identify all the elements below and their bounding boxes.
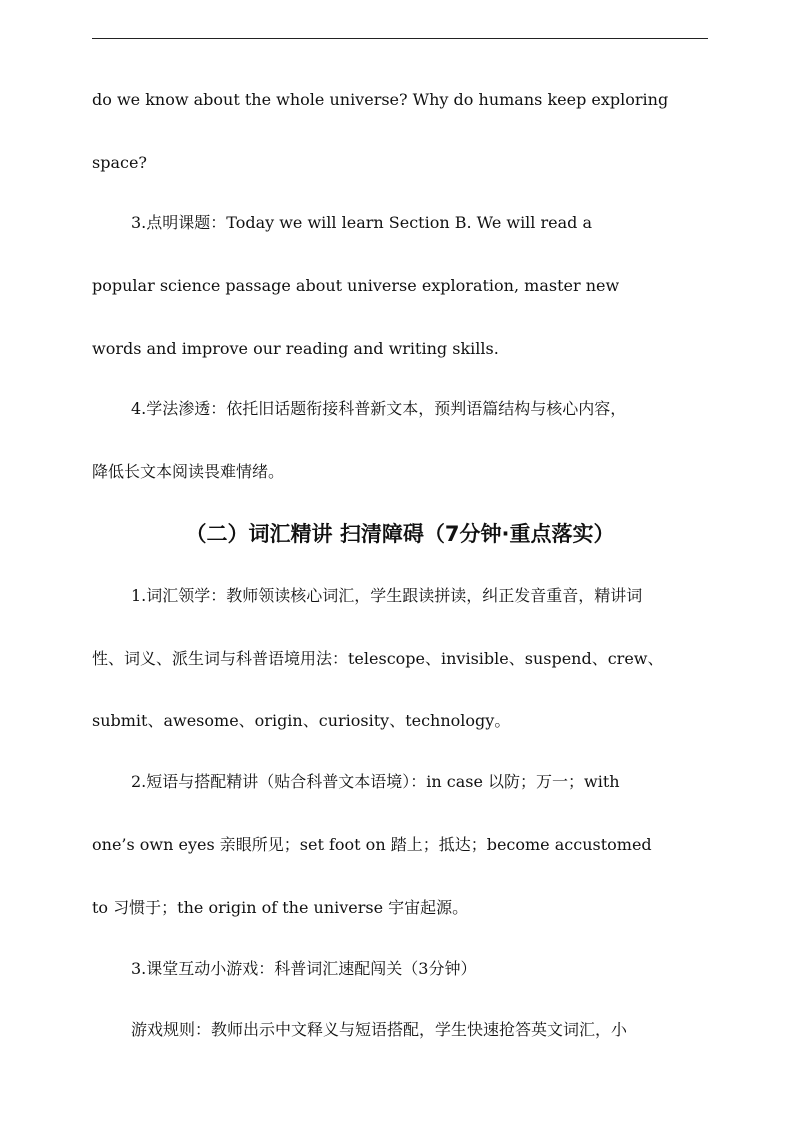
paragraph-line: 3.课堂互动小游戏：科普词汇速配闯关（3分钟） — [131, 959, 477, 978]
paragraph-line: submit、awesome、origin、curiosity、technology。 — [92, 711, 511, 730]
paragraph-line: do we know about the whole universe? Why do humans keep exploring — [92, 90, 669, 109]
paragraph-line: words and improve our reading and writing skills. — [92, 339, 499, 358]
paragraph-line: 2.短语与搭配精讲（贴合科普文本语境）：in case 以防；万一；with — [131, 772, 620, 791]
paragraph-line: one’s own eyes 亲眼所见；set foot on 踏上；抵达；become accustomed — [92, 835, 652, 854]
header-rule — [92, 38, 708, 39]
paragraph-line: space? — [92, 153, 147, 172]
paragraph-line: 降低长文本阅读畏难情绪。 — [92, 462, 285, 481]
paragraph-line: 1.词汇领学：教师领读核心词汇，学生跟读拼读，纠正发音重音，精讲词 — [131, 586, 643, 605]
paragraph-line: to 习惯于；the origin of the universe 宇宙起源。 — [92, 898, 469, 917]
section-heading: （二）词汇精讲 扫清障碍（7分钟·重点落实） — [185, 522, 615, 546]
paragraph-line: 3.点明课题：Today we will learn Section B. We will read a — [131, 213, 593, 232]
paragraph-line: 游戏规则：教师出示中文释义与短语搭配，学生快速抢答英文词汇，小 — [131, 1020, 628, 1039]
paragraph-line: 性、词义、派生词与科普语境用法：telescope、invisible、suspend、crew、 — [92, 649, 664, 668]
paragraph-line: 4.学法渗透：依托旧话题衔接科普新文本，预判语篇结构与核心内容， — [131, 399, 627, 418]
paragraph-line: popular science passage about universe exploration, master new — [92, 276, 620, 295]
